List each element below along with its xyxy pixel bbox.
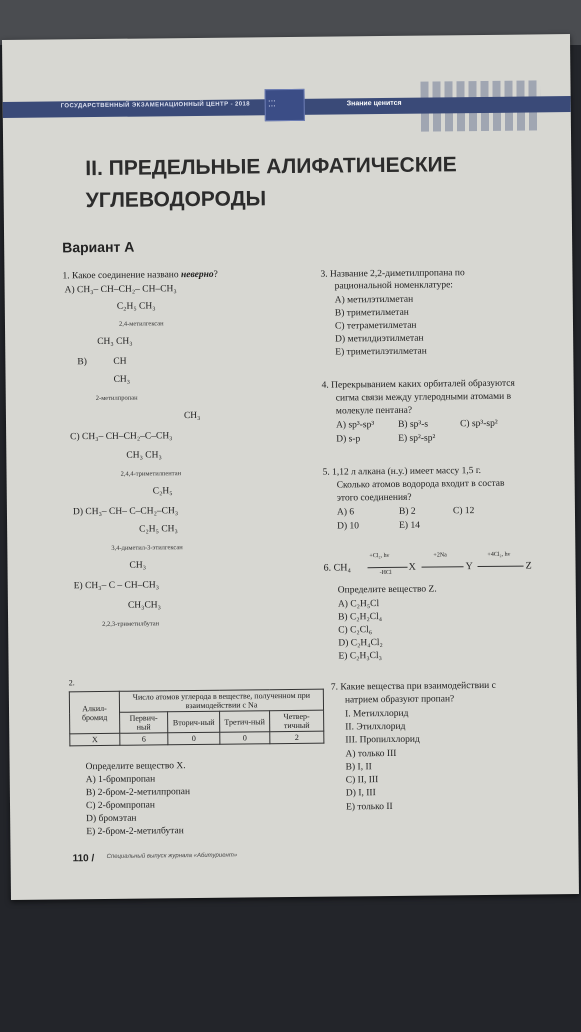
q1-option-a-name: 2,4-метилгексан bbox=[118, 320, 164, 328]
q1-option-a: А) CH₃– CH–CH₂– CH–CH₃ bbox=[64, 284, 177, 296]
table-subheader-cell: Первич-ный bbox=[120, 712, 168, 734]
table-cell: 2 bbox=[270, 731, 324, 744]
page-number: 110 / bbox=[72, 853, 95, 865]
q1-option-e-sub: CH₃CH₃ bbox=[127, 600, 162, 611]
q4-option: С) sp³-sp² bbox=[459, 418, 498, 430]
q7-option: С) II, III bbox=[345, 775, 379, 786]
q2-prompt: Определите вещество X. bbox=[85, 761, 186, 773]
q7-option: D) I, III bbox=[345, 788, 376, 799]
q4-option: Е) sp²-sp² bbox=[398, 433, 436, 444]
q1-option-c-name: 2,4,4-триметилпентан bbox=[120, 470, 182, 478]
q6-prompt: Определите вещество Z. bbox=[337, 584, 437, 596]
q6-option: В) C₂H₂Cl₄ bbox=[338, 612, 383, 623]
table-cell: 0 bbox=[168, 732, 220, 745]
q1-option-b-bot: CH₃ bbox=[113, 374, 131, 385]
q4-line: 4. Перекрыванием каких орбиталей образуются bbox=[321, 378, 515, 391]
q7-item: I. Метилхлорид bbox=[345, 708, 409, 720]
q6-option: D) C₂H₄Cl₂ bbox=[338, 638, 383, 649]
q1-option-e-name: 2,2,3-триметилбутан bbox=[102, 620, 160, 628]
q7-option: А) только III bbox=[345, 748, 397, 760]
q5-line: Сколько атомов водорода входит в состав bbox=[336, 478, 505, 491]
q4-option: В) sp³-s bbox=[397, 419, 429, 430]
q4-line: молекуле пентана? bbox=[335, 405, 413, 417]
q7-line: 7. Какие вещества при взаимодействии с bbox=[330, 680, 496, 693]
q2-option: С) 2-бромпропан bbox=[85, 800, 155, 812]
header-logo: ▪ ▪ ▪ ▪ ▪ ▪ bbox=[265, 89, 305, 121]
q1-option-c-top: CH₃ bbox=[183, 410, 201, 422]
q6-option: Е) C₂H₃Cl₃ bbox=[338, 651, 382, 662]
q6-option: А) C₂H₅Cl bbox=[337, 599, 380, 610]
table-subheader-cell: Четвер-тичный bbox=[270, 710, 324, 732]
footer-text: Специальный выпуск журнала «Абитуриент» bbox=[106, 852, 238, 860]
q6-arrow2 bbox=[422, 566, 464, 567]
q6-option: С) C₂Cl₆ bbox=[338, 625, 373, 636]
q1-option-a-sub: C₂H₅ CH₃ bbox=[116, 301, 156, 312]
q6-arrow3-top: +4Cl₂, hν bbox=[487, 551, 511, 558]
q4-option: А) sp³-sp³ bbox=[336, 420, 375, 431]
q1-option-d-top: C₂H₅ bbox=[152, 486, 173, 497]
q1-option-b-mid: CH bbox=[113, 356, 127, 367]
q6-start: 6. CH₄ bbox=[323, 562, 351, 574]
chapter-title-line2: УГЛЕВОДОРОДЫ bbox=[85, 187, 267, 213]
q3-option: А) метилэтилметан bbox=[334, 294, 414, 306]
header-left-text: ГОСУДАРСТВЕННЫЙ ЭКЗАМЕНАЦИОННЫЙ ЦЕНТР - 2018 bbox=[60, 101, 251, 110]
q1-option-e-top: CH₃ bbox=[129, 560, 147, 571]
q5-option: Е) 14 bbox=[399, 520, 421, 531]
table-cell: X bbox=[70, 733, 120, 746]
table-cell: 0 bbox=[220, 732, 270, 745]
q6-arrow1-bottom: -HCl bbox=[379, 569, 392, 577]
q7-option: В) I, II bbox=[345, 762, 372, 773]
q5-option: А) 6 bbox=[336, 507, 355, 518]
q6-z: Z bbox=[525, 560, 532, 572]
q3-option: В) триметилметан bbox=[334, 307, 409, 319]
q5-option: В) 2 bbox=[398, 506, 416, 517]
variant-heading: Вариант А bbox=[62, 238, 135, 256]
q2-table bbox=[69, 689, 325, 747]
q1-prompt: 1. Какое соединение названо неверно? bbox=[62, 269, 218, 282]
q5-line: этого соединения? bbox=[336, 492, 412, 504]
q6-y: Y bbox=[465, 561, 473, 573]
q2-option: В) 2-бром-2-метилпропан bbox=[85, 787, 191, 799]
q1-option-b-top: CH₃ CH₃ bbox=[97, 336, 133, 348]
q1-option-b-name: 2-метилпропан bbox=[95, 394, 138, 403]
q6-x: X bbox=[408, 561, 416, 573]
q4-line: сигма связи между углеродными атомами в bbox=[335, 391, 512, 404]
q3-line: рациональной номенклатуре: bbox=[334, 280, 453, 292]
table-header-cell: Алкил-бромид bbox=[69, 691, 119, 734]
q3-option: С) тетраметилметан bbox=[334, 320, 417, 332]
q7-item: II. Этилхлорид bbox=[345, 721, 406, 733]
table-subheader-cell: Вторич-ный bbox=[168, 711, 220, 733]
q2-option: А) 1-бромпропан bbox=[85, 774, 156, 786]
q6-arrow1-top: +Cl₂, hν bbox=[369, 552, 390, 560]
chapter-title-line1: II. ПРЕДЕЛЬНЫЕ АЛИФАТИЧЕСКИЕ bbox=[85, 153, 457, 181]
q6-arrow2-top: +2Na bbox=[433, 552, 447, 559]
q3-option: D) метилдиэтилметан bbox=[335, 333, 424, 345]
table-subheader-cell: Третич-ный bbox=[220, 711, 270, 733]
q7-line: натрием образуют пропан? bbox=[344, 694, 455, 706]
book-page bbox=[2, 34, 579, 900]
q5-option: С) 12 bbox=[452, 506, 475, 517]
q3-option: Е) триметилэтилметан bbox=[335, 346, 427, 358]
q2-number: 2. bbox=[68, 678, 75, 688]
q4-option: D) s-p bbox=[336, 434, 361, 445]
q2-option: D) бромэтан bbox=[86, 813, 137, 825]
q1-option-b-label: В) bbox=[77, 357, 87, 368]
q1-option-c: С) CH₃– CH–CH₂–C–CH₃ bbox=[70, 431, 173, 443]
q1-option-d-sub: C₂H₅ CH₃ bbox=[139, 524, 178, 535]
q6-arrow3 bbox=[478, 566, 524, 567]
table-cell: 6 bbox=[120, 733, 168, 746]
q1-option-e: Е) CH₃– C – CH–CH₃ bbox=[73, 580, 160, 592]
header-right-text: Знание ценится bbox=[346, 99, 402, 108]
q1-option-d: D) CH₃– CH– C–CH₂–CH₃ bbox=[72, 506, 179, 518]
q1-option-c-sub: CH₃ CH₃ bbox=[126, 450, 162, 461]
q5-line: 5. 1,12 л алкана (н.у.) имеет массу 1,5 г. bbox=[322, 466, 482, 478]
q1-option-d-name: 3,4-диметил-3-этилгексан bbox=[111, 544, 183, 552]
q3-line: 3. Название 2,2-диметилпропана по bbox=[320, 268, 465, 280]
q5-option: D) 10 bbox=[337, 521, 360, 532]
table-header-cell: Число атомов углерода в веществе, полученном при взаимодействии с Na bbox=[119, 689, 323, 712]
q7-item: III. Пропилхлорид bbox=[345, 734, 420, 746]
q2-option: Е) 2-бром-2-метилбутан bbox=[86, 826, 184, 838]
q7-option: Е) только II bbox=[346, 801, 393, 813]
q6-arrow1 bbox=[368, 567, 408, 568]
